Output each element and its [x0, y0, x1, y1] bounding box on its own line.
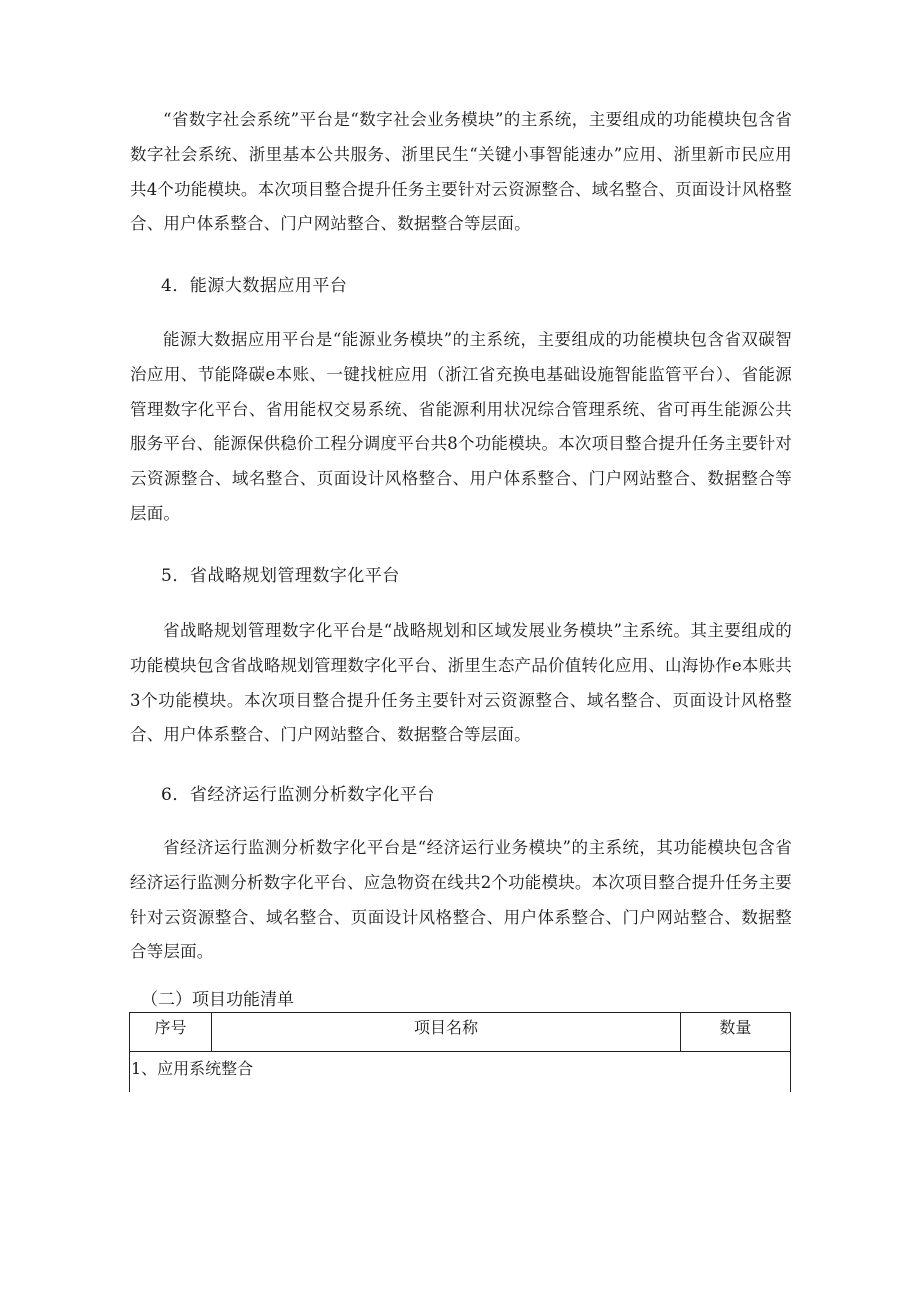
table-section-label: 1、应用系统整合 [130, 1052, 791, 1093]
paragraph-economy-platform: 省经济运行监测分析数字化平台是“经济运行业务模块”的主系统，其功能模块包含省经济运行监测分析数字化平台、应急物资在线共2个功能模块。本次项目整合提升任务主要针对云资源整合、域名整合、页面设计风格整合、用户体系整合、门户网站整合、数据整合等层面。 [130, 838, 792, 962]
header-name: 项目名称 [212, 1013, 681, 1052]
paragraph-digital-society: “省数字社会系统”平台是“数字社会业务模块”的主系统，主要组成的功能模块包含省数字社会系统、浙里基本公共服务、浙里民生“关键小事智能速办”应用、浙里新市民应用共4个功能模块。本次项目整合提升任务主要针对云资源整合、域名整合、页面设计风格整合、用户体系整合、门户网站整合、数据整合等层面。 [130, 110, 792, 234]
function-list-table [129, 1012, 791, 1092]
paragraph-strategy-platform: 省战略规划管理数字化平台是“战略规划和区域发展业务模块”主系统。其主要组成的功能模块包含省战略规划管理数字化平台、浙里生态产品价值转化应用、山海协作e本账共3个功能模块。本次项目整合提升任务主要针对云资源整合、域名整合、页面设计风格整合、用户体系整合、门户网站整合、数据整合等层面。 [130, 621, 792, 745]
heading-energy-platform: 4．能源大数据应用平台 [161, 276, 348, 296]
header-qty: 数量 [680, 1013, 790, 1052]
table-caption: （二）项目功能清单 [141, 990, 294, 1010]
heading-economy-platform: 6．省经济运行监测分析数字化平台 [161, 785, 435, 805]
header-no: 序号 [130, 1013, 212, 1052]
table-row [130, 1052, 791, 1093]
heading-strategy-platform: 5．省战略规划管理数字化平台 [161, 566, 400, 586]
table-header-row [130, 1013, 791, 1052]
paragraph-energy-platform: 能源大数据应用平台是“能源业务模块”的主系统，主要组成的功能模块包含省双碳智治应用、节能降碳e本账、一键找桩应用（浙江省充换电基础设施智能监管平台）、省能源管理数字化平台、省用能权交易系统、省能源利用状况综合管理系统、省可再生能源公共服务平台、能源保供稳价工程分调度平台共8个功能模块。本次项目整合提升任务主要针对云资源整合、域名整合、页面设计风格整合、用户体系整合、门户网站整合、数据整合等层面。 [130, 330, 792, 523]
